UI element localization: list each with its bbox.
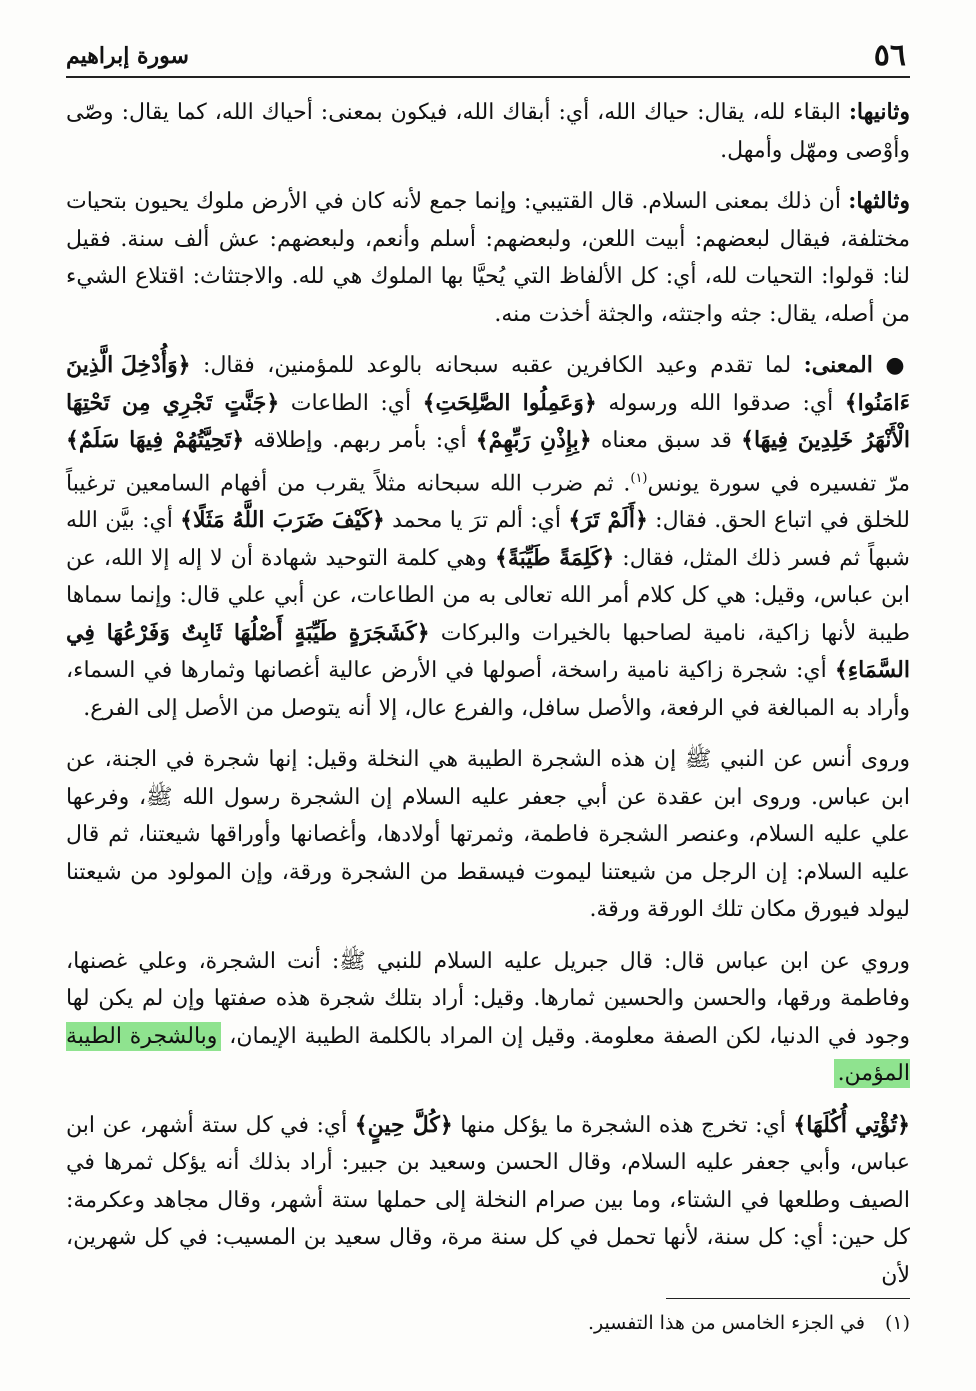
paragraph-text: أي: بيَّن الله شبهاً ثم فسر ذلك المثل، فقال:	[66, 508, 910, 571]
paragraph-text: أي: في كل ستة أشهر، عن ابن عباس، وأبي جعفر عليه السلام، وقال الحسن وسعيد بن جبير: أراد بذلك أنه يؤكل ثمرها في الصيف وطلعها في الشتاء، وما بين صرام النخلة إلى حملها ستة أشهر، وقال مجاهد وعكرمة: كل حين: أي: كل سنة، لأنها تحمل في كل سنة مرة، وقال سعيد بن المسيب: في كل شهرين، لأن	[66, 1112, 910, 1288]
quran-verse: ﴿كَيْفَ ضَرَبَ اللَّهُ مَثَلًا﴾	[180, 507, 385, 534]
footnote-mark: (١)	[884, 1312, 910, 1334]
paragraph-lead: المعنى:	[803, 352, 873, 378]
paragraph-text: أي: صدقوا الله ورسوله	[596, 390, 845, 416]
quran-verse: ﴿وَأُدْخِلَ الَّذِينَ ءَامَنُوا﴾	[66, 352, 910, 416]
bullet-icon: ●	[885, 352, 910, 378]
page-header	[66, 36, 910, 78]
page-body	[66, 94, 910, 1308]
paragraph-text: أي: تخرج هذه الشجرة ما يؤكل منها	[452, 1112, 794, 1138]
quran-verse: ﴿جَنَّتٍ تَجْرِي مِن تَحْتِهَا الْأَنْهَرُ خَلِدِينَ فِيهَا﴾	[66, 389, 910, 453]
quran-verse: ﴿تَحِيَّتُهُمْ فِيهَا سَلَمٌ﴾	[66, 427, 245, 453]
page-number: ٥٦	[873, 38, 906, 73]
quran-verse: ﴿كَلِمَةً طَيِّبَةً﴾	[495, 544, 615, 571]
paragraph-text: أن ذلك بمعنى السلام. قال القتيبي: وإنما جمع لأنه كان في الأرض ملوك يحيون بتحيات مختلفة، فيقال لبعضهم: أبيت اللعن، ولبعضهم: أسلم وأنعم، ولبعضهم: عش ألف سنة. فقيل لنا: قولوا: التحيات لله، أي: كل الألفاظ التي يُحيَّا بها الملوك هي لله. والاجتثاث: اقتلاع الشيء من أصله، يقال: جثه واجتثه، والجثة أخذت منه.	[66, 189, 910, 327]
quran-verse: ﴿أَلَمْ تَرَ﴾	[568, 507, 648, 534]
paragraph-anas-narration	[66, 741, 910, 929]
paragraph-text: أي: الطاعات	[279, 390, 423, 416]
footnote	[66, 1308, 910, 1338]
paragraph-text: البقاء لله، يقال: حياك الله، أي: أبقاك الله، فيكون بمعنى: أحياك الله، كما يقال: وصّى وأوْصى ومهّل وأمهل.	[66, 100, 910, 163]
paragraph-second-meaning	[66, 94, 910, 169]
quran-verse: ﴿وَعَمِلُوا الصَّلِحَتِ﴾	[422, 389, 597, 416]
quran-verse: ﴿كَشَجَرَةٍ طَيِّبَةٍ أَصْلُهَا ثَابِتٌ وَفَرْعُهَا فِي السَّمَاءِ﴾	[66, 619, 910, 684]
paragraph-text: مرّ تفسيره في سورة يونس	[647, 470, 910, 496]
paragraph-fruit-every-season	[66, 1107, 910, 1295]
highlighted-text: وبالشجرة الطيبة المؤمن.	[66, 1023, 910, 1087]
paragraph-text: أي: بأمر ربهم. وإطلاقه	[244, 428, 476, 453]
quran-verse: ﴿كُلَّ حِينٍ﴾	[354, 1111, 453, 1138]
paragraph-text: لما تقدم وعيد الكافرين عقبه سبحانه بالوعد للمؤمنين، فقال:	[190, 353, 804, 378]
quran-verse: ﴿تُؤْتِي أُكُلَهَا﴾	[793, 1111, 910, 1138]
paragraph-text: وهي كلمة التوحيد شهادة أن لا إله إلا الله، عن ابن عباس، وقيل: هي كل كلام أمر الله تعالى به من الطاعات، عن أبي علي قال: وإنما سماها طيبة لأنها زاكية، نامية لصاحبها بالخيرات والبركات	[66, 545, 911, 646]
paragraph-meaning	[66, 347, 910, 727]
paragraph-text: أي: ألم ترَ يا محمد	[384, 508, 569, 534]
paragraph-text: . ثم ضرب الله سبحانه مثلاً يقرب من أفهام السامعين ترغيباً للخلق في اتباع الحق. فقال:	[66, 470, 910, 534]
footnote-divider	[666, 1298, 910, 1299]
footnote-reference[interactable]: (١)	[630, 470, 648, 486]
paragraph-third-meaning	[66, 183, 910, 333]
paragraph-lead: وثالثها:	[848, 188, 910, 214]
paragraph-text: وروى أنس عن النبي ﷺ إن هذه الشجرة الطيبة هي النخلة وقيل: إنها شجرة في الجنة، عن ابن عباس. وروى ابن عقدة عن أبي جعفر عليه السلام إن الشجرة رسول الله ﷺ، وفرعها علي عليه السلام، وعنصر الشجرة فاطمة، وثمرتها أولادها، وأغصانها وأوراقها شيعتنا، ثم قال عليه السلام: إن الرجل من شيعتنا ليموت فيسقط من الشجرة ورقة، وإن المولود من شيعتنا ليولد فيورق مكان تلك الورقة ورقة.	[66, 747, 910, 923]
paragraph-text: قد سبق معناه	[591, 428, 742, 453]
paragraph-text: وروي عن ابن عباس قال: قال جبريل عليه السلام للنبي ﷺ: أنت الشجرة، وعلي غصنها، وفاطمة ورقها، والحسن والحسين ثمارها. وقيل: أراد بتلك شجرة هذه صفتها وإن لم يكن لها وجود في الدنيا، لكن الصفة معلومة. وقيل إن المراد بالكلمة الطيبة الإيمان،	[66, 948, 910, 1049]
footnote-text: في الجزء الخامس من هذا التفسير.	[588, 1312, 865, 1334]
paragraph-ibn-abbas-narration	[66, 943, 910, 1093]
surah-title: سورة إبراهيم	[66, 43, 189, 69]
quran-verse: ﴿بِإِذْنِ رَبِّهِمْ﴾	[475, 427, 592, 453]
paragraph-lead: وثانيها:	[848, 99, 910, 125]
paragraph-text: أي: شجرة زاكية نامية راسخة، أصولها في الأرض عالية أغصانها وثمارها في السماء، وأراد به المبالغة في الرفعة، والأصل سافل، والفرع عال، إلا أنه يتوصل من الأصل إلى الفرع.	[66, 658, 910, 721]
